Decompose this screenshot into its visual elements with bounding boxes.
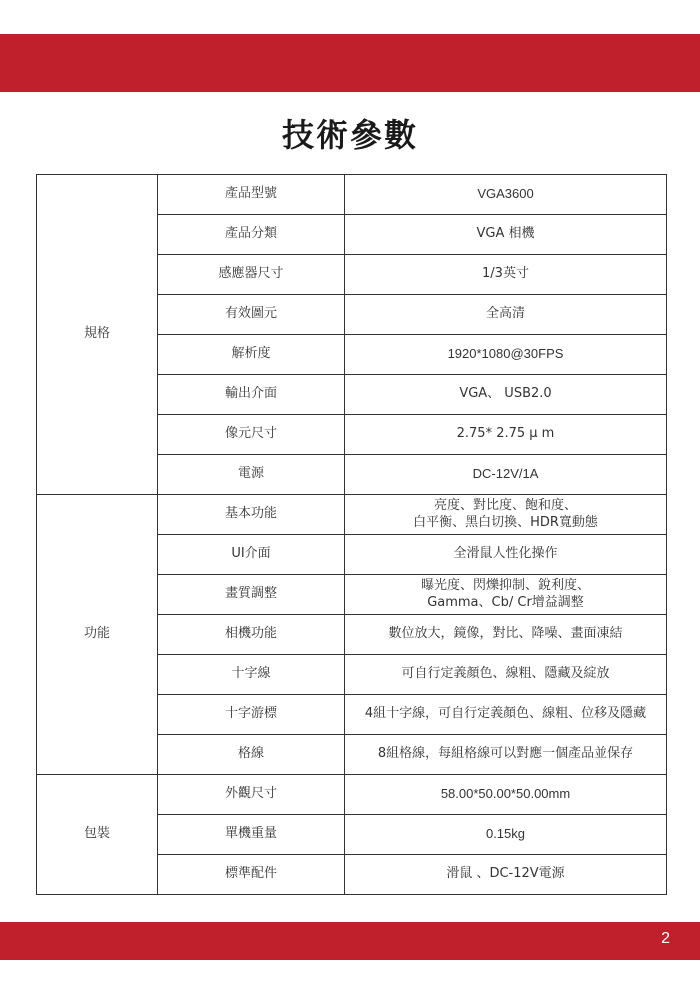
row-label: 十字線 [158, 655, 345, 695]
row-value: 1920*1080@30FPS [345, 335, 667, 375]
row-value: 滑鼠 、DC-12V電源 [345, 855, 667, 895]
row-value: 全高清 [345, 295, 667, 335]
row-value: 1/3英寸 [345, 255, 667, 295]
group-label-package: 包裝 [37, 775, 158, 895]
page-title: 技術參數 [281, 116, 418, 154]
spec-table [36, 174, 667, 895]
row-label: UI介面 [158, 535, 345, 575]
row-value: 可自行定義顏色、線粗、隱藏及綻放 [345, 655, 667, 695]
group-label-spec: 規格 [37, 175, 158, 495]
footer-banner [0, 922, 700, 960]
row-label: 外觀尺寸 [158, 775, 345, 815]
row-label: 解析度 [158, 335, 345, 375]
row-label: 十字游標 [158, 695, 345, 735]
row-value [345, 495, 667, 535]
row-value: DC-12V/1A [345, 455, 667, 495]
table-row [37, 495, 667, 535]
table-row [37, 175, 667, 215]
row-label: 感應器尺寸 [158, 255, 345, 295]
table-row [37, 775, 667, 815]
row-label: 電源 [158, 455, 345, 495]
row-value: 數位放大，鏡像，對比、降噪、畫面凍結 [345, 615, 667, 655]
row-value: 58.00*50.00*50.00mm [345, 775, 667, 815]
row-label: 有效圖元 [158, 295, 345, 335]
row-value: 2.75* 2.75 μ m [345, 415, 667, 455]
row-value-line: 白平衡、黑白切換、HDR寬動態 [413, 514, 598, 530]
row-label: 標準配件 [158, 855, 345, 895]
header-banner [0, 34, 700, 92]
page-number: 2 [661, 930, 670, 947]
row-value-line: 亮度、對比度、飽和度、 [433, 498, 577, 514]
row-value: 0.15kg [345, 815, 667, 855]
row-label: 像元尺寸 [158, 415, 345, 455]
row-label: 產品分類 [158, 215, 345, 255]
row-value: 8組格線，每組格線可以對應一個產品並保存 [345, 735, 667, 775]
row-value: 全滑鼠人性化操作 [345, 535, 667, 575]
row-label: 產品型號 [158, 175, 345, 215]
row-value-line: 曝光度、閃爍抑制、銳利度、 [420, 578, 590, 594]
row-value: VGA、 USB2.0 [345, 375, 667, 415]
row-label: 基本功能 [158, 495, 345, 535]
row-value: VGA3600 [345, 175, 667, 215]
row-label: 相機功能 [158, 615, 345, 655]
row-value [345, 575, 667, 615]
row-value: 4組十字線，可自行定義顏色、線粗、位移及隱藏 [345, 695, 667, 735]
row-label: 格線 [158, 735, 345, 775]
row-label: 輸出介面 [158, 375, 345, 415]
row-label: 畫質調整 [158, 575, 345, 615]
group-label-function: 功能 [37, 495, 158, 775]
row-value-line: Gamma、Cb/ Cr增益調整 [427, 594, 584, 610]
row-value: VGA 相機 [345, 215, 667, 255]
row-label: 單機重量 [158, 815, 345, 855]
